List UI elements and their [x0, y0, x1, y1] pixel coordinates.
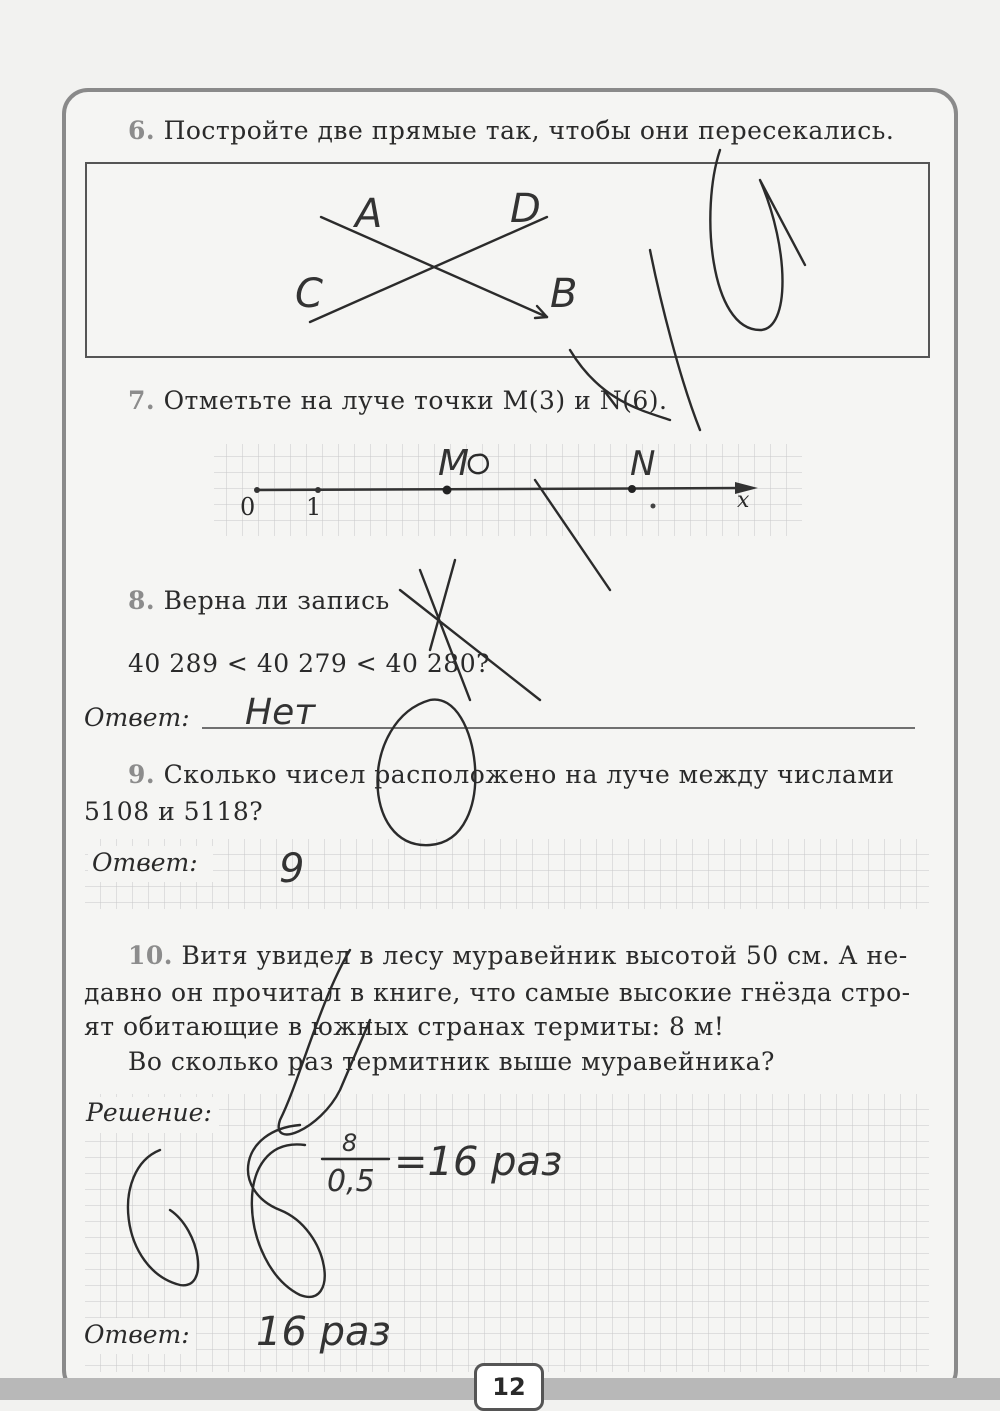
- point-c-label: C: [295, 271, 323, 317]
- point-a-label: A: [355, 191, 383, 237]
- point-b-label: B: [550, 271, 578, 317]
- task8-expression: 40 289 < 40 279 < 40 280?: [128, 649, 491, 678]
- point-n-label: N: [630, 444, 656, 484]
- point-d-label: D: [510, 186, 541, 232]
- ray-axis-label: x: [737, 488, 750, 513]
- task8-answer-label: Ответ:: [84, 703, 190, 732]
- task9-line2: 5108 и 5118?: [84, 797, 264, 826]
- task10-line4: Во сколько раз термитник выше муравейника?: [128, 1047, 775, 1076]
- point-m-label: M: [438, 443, 470, 484]
- ray-one-label: 1: [306, 493, 322, 521]
- task9-answer-grid: [84, 838, 930, 910]
- task10-line1: 10. Витя увидел в лесу муравейник высотой 50 см. А не-: [128, 941, 908, 970]
- task10-result: =16 раз: [394, 1139, 563, 1185]
- ray-zero-label: 0: [240, 493, 256, 521]
- task8-answer: Нет: [245, 692, 316, 733]
- task10-line2: давно он прочитал в книге, что самые высокие гнёзда стро-: [84, 978, 911, 1007]
- task10-answer: 16 раз: [256, 1309, 391, 1355]
- task9-answer-label: Ответ:: [92, 848, 198, 877]
- task6-text: 6. Постройте две прямые так, чтобы они пересекались.: [128, 116, 895, 145]
- task10-numerator: 8: [342, 1129, 358, 1157]
- task10-answer-label: Ответ:: [84, 1320, 190, 1349]
- page-number: 12: [474, 1363, 544, 1411]
- line-cd: [310, 217, 547, 322]
- task8-answer-line: [200, 690, 920, 740]
- task10-solution-grid: [84, 1093, 930, 1373]
- task9-answer: 9: [279, 846, 305, 892]
- task6-drawing-box: [85, 162, 930, 358]
- task9-line1: 9. Сколько чисел расположено на луче между числами: [128, 760, 895, 789]
- task10-line3: ят обитающие в южных странах термиты: 8 м!: [84, 1012, 725, 1041]
- task8-text: 8. Верна ли запись: [128, 586, 390, 615]
- task10-denominator: 0,5: [327, 1164, 375, 1199]
- task10-solution-label: Решение:: [86, 1098, 212, 1127]
- task7-ray: [210, 440, 810, 540]
- task7-text: 7. Отметьте на луче точки M(3) и N(6).: [128, 386, 668, 415]
